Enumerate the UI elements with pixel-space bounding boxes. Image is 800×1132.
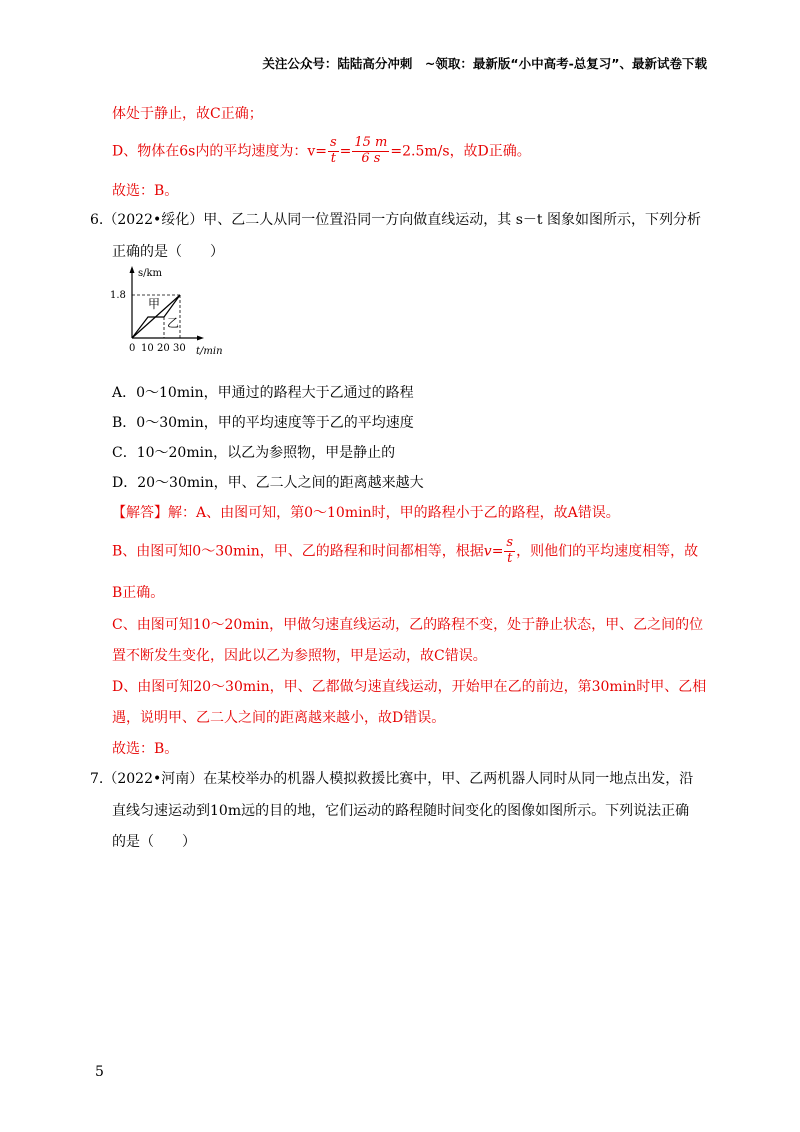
q7-stem-line2: 直线匀速运动到10m远的目的地，它们运动的路程随时间变化的图像如图所示。下列说法正确	[112, 803, 690, 819]
q6-answer-a	[112, 502, 620, 522]
q6-answer-c-line1: C、由图可知10～20min，甲做匀速直线运动，乙的路程不变，处于静止状态，甲、乙之间的位	[112, 617, 704, 633]
answer-a-text: 解：A、由图可知，第0～10min时，甲的路程小于乙的路程，故A错误。	[168, 505, 620, 521]
y-axis-arrow	[130, 266, 135, 273]
fraction-s-over-t: $\frac{s}{t}$	[329, 135, 337, 166]
label-yi: 乙	[167, 316, 180, 330]
x-tick-20: 20	[157, 343, 170, 354]
q6-option-a: A．0～10min，甲通过的路程大于乙通过的路程	[112, 385, 414, 401]
q6-option-c: C．10～20min，以乙为参照物，甲是静止的	[112, 445, 396, 461]
prev-answer-d	[112, 136, 531, 167]
st-graph	[110, 262, 240, 362]
answer-tag: 【解答】	[112, 505, 168, 521]
prev-d-prefix: D、物体在6s内的平均速度为：v=	[112, 143, 327, 160]
q6-choose: 故选：B。	[112, 741, 179, 757]
x-axis-label: t/min	[196, 346, 223, 357]
fraction-values: $\frac{15 m}{6 s}$	[354, 135, 388, 166]
x-tick-0: 0	[129, 343, 136, 354]
x-tick-10: 10	[141, 343, 154, 354]
prev-d-suffix: =2.5m/s，故D正确。	[390, 143, 531, 160]
q6-option-d: D．20～30min，甲、乙二人之间的距离越来越大	[112, 475, 424, 491]
q6-answer-d-line2: 遇，说明甲、乙二人之间的距离越来越小，故D错误。	[112, 710, 446, 726]
page-header: 关注公众号：陆陆高分冲刺 ~领取：最新版“小中高考-总复习”、最新试卷下载	[262, 56, 707, 71]
prev-choose: 故选：B。	[112, 183, 179, 199]
q6-stem-line1: 6.（2022•绥化）甲、乙二人从同一位置沿同一方向做直线运动，其 s－t 图象如图所示，下列分析	[90, 212, 701, 228]
x-tick-30: 30	[173, 343, 186, 354]
equals-sign: =	[339, 143, 352, 160]
fraction-s-over-t: $\frac{s}{t}$	[506, 535, 514, 566]
prev-answer-line: 体处于静止，故C正确；	[112, 106, 263, 122]
q6-option-b: B．0～30min，甲的平均速度等于乙的平均速度	[112, 415, 414, 431]
q6-answer-b-line2: B正确。	[112, 585, 165, 601]
q7-stem-line1: 7.（2022•河南）在某校举办的机器人模拟救援比赛中，甲、乙两机器人同时从同一地点出发，沿	[90, 771, 694, 787]
q6-answer-d-line1: D、由图可知20～30min，甲、乙都做匀速直线运动，开始甲在乙的前边，第30min时甲、乙相	[112, 679, 707, 695]
y-axis-label: s/km	[138, 268, 163, 279]
q6-answer-c-line2: 置不断发生变化，因此以乙为参照物，甲是运动，故C错误。	[112, 648, 487, 664]
page-number: 5	[95, 1064, 104, 1080]
x-axis-arrow	[197, 336, 204, 341]
label-jia: 甲	[148, 297, 161, 311]
q7-stem-line3: 的是（ ）	[112, 834, 196, 850]
y-tick-label: 1.8	[110, 290, 126, 301]
q6-answer-b: B、由图可知0～30min，甲、乙的路程和时间都相等，根据v= $\frac{s}{t}$ ，则他们的平均速度相等，故	[112, 535, 699, 566]
q6-stem-line2: 正确的是（ ）	[112, 244, 224, 260]
